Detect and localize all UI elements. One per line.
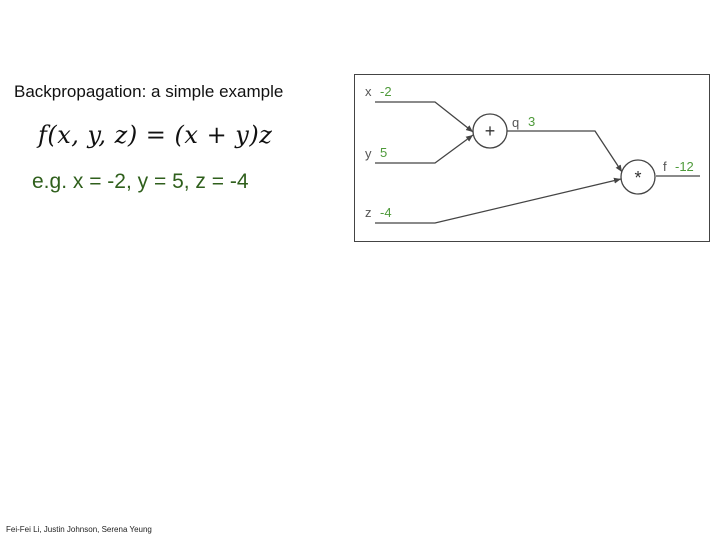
input-x-value: -2 bbox=[380, 84, 392, 99]
multiply-node-op: * bbox=[634, 168, 642, 188]
example-values: e.g. x = -2, y = 5, z = -4 bbox=[32, 170, 249, 193]
computational-graph bbox=[354, 74, 710, 242]
f-label: f bbox=[663, 159, 667, 174]
edge-x-to-add bbox=[375, 102, 473, 132]
input-y-value: 5 bbox=[380, 145, 388, 160]
function-formula: f(x, y, z) = (x + y)z bbox=[38, 121, 273, 149]
graph-canvas bbox=[355, 75, 711, 243]
f-value: -12 bbox=[675, 159, 694, 174]
input-x-label: x bbox=[365, 84, 372, 99]
input-y-label: y bbox=[365, 146, 372, 161]
q-value: 3 bbox=[528, 114, 536, 129]
q-label: q bbox=[512, 115, 520, 130]
edge-y-to-add bbox=[375, 135, 473, 163]
edge-add-to-mul bbox=[507, 131, 622, 172]
slide-title: Backpropagation: a simple example bbox=[14, 82, 284, 101]
slide-footer: Fei-Fei Li, Justin Johnson, Serena Yeung bbox=[6, 525, 152, 534]
edge-z-to-mul bbox=[375, 179, 621, 223]
input-z-value: -4 bbox=[380, 205, 392, 220]
add-node-op: + bbox=[484, 121, 496, 141]
input-z-label: z bbox=[365, 205, 372, 220]
